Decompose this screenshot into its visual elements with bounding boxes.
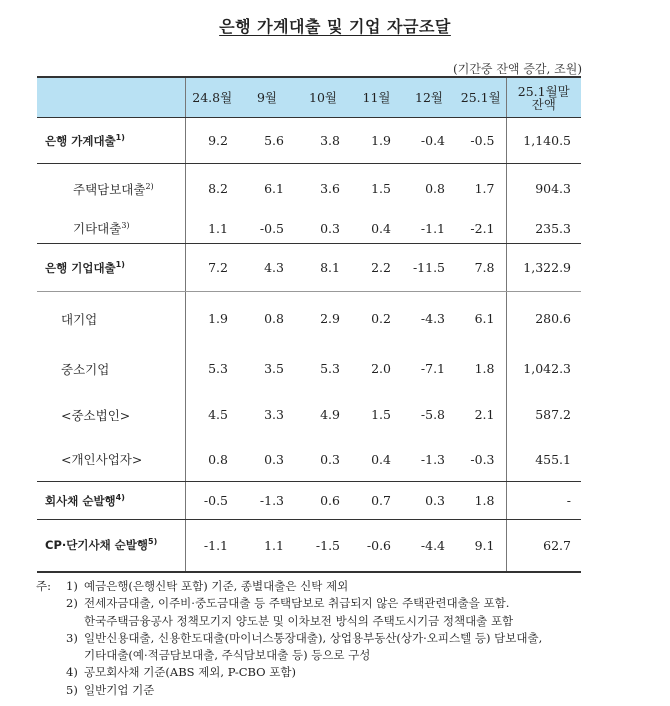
footnote-marker: 2) bbox=[145, 181, 154, 191]
balance-cell: 1,322.9 bbox=[506, 244, 581, 292]
value-cell: -1.1 bbox=[402, 214, 456, 244]
value-cell: 2.0 bbox=[371, 361, 391, 376]
value-cell: 3.8 bbox=[295, 118, 351, 164]
value-cell: -0.5 bbox=[239, 214, 295, 244]
value-cell: -1.1 bbox=[185, 520, 239, 572]
footnote-text: 한국주택금융공사 정책모기지 양도분 및 이차보전 방식의 주택도시기금 정책대출 포함 bbox=[84, 613, 514, 628]
col-header-balance-line1: 25.1월말 bbox=[517, 83, 570, 99]
row-label bbox=[37, 244, 185, 292]
footnote-marker: 4) bbox=[115, 492, 125, 502]
row-label bbox=[37, 214, 185, 244]
table-row bbox=[37, 482, 581, 520]
footnote-line bbox=[36, 595, 542, 612]
table-row bbox=[37, 520, 581, 572]
value-cell: 0.7 bbox=[351, 482, 402, 520]
row-label-text: 은행 기업대출 bbox=[45, 260, 116, 275]
value-cell: -1.3 bbox=[239, 482, 295, 520]
value-cell: 5.3 bbox=[208, 361, 228, 376]
col-header: 25.1월 bbox=[456, 77, 506, 118]
row-label bbox=[37, 118, 185, 164]
table-row bbox=[37, 118, 581, 164]
value-cell: 3.5 bbox=[264, 361, 284, 376]
value-cell: 8.1 bbox=[295, 244, 351, 292]
row-label bbox=[37, 392, 185, 438]
balance-cell: 1,140.5 bbox=[506, 118, 581, 164]
footnote-index: 3) bbox=[66, 630, 78, 645]
balance-cell: - bbox=[506, 482, 581, 520]
header-label-cell bbox=[37, 77, 185, 118]
value-cell: 0.8 bbox=[264, 311, 284, 327]
value-cell: 2.2 bbox=[351, 244, 402, 292]
value-cell: 4.3 bbox=[239, 244, 295, 292]
row-label bbox=[37, 164, 185, 214]
row-label bbox=[37, 346, 185, 392]
value-cell: 0.6 bbox=[295, 482, 351, 520]
col-header: 12월 bbox=[402, 77, 456, 118]
value-cell: 0.8 bbox=[185, 438, 239, 482]
value-cell: -0.3 bbox=[456, 438, 506, 482]
value-cell: 3.3 bbox=[264, 407, 284, 422]
footnote-marker: 1) bbox=[115, 132, 125, 142]
balance-cell: 1,042.3 bbox=[506, 346, 581, 392]
value-cell: 0.3 bbox=[295, 214, 351, 244]
value-cell: 7.2 bbox=[185, 244, 239, 292]
value-cell: -7.1 bbox=[420, 361, 445, 376]
row-label-text: CP·단기사채 순발행 bbox=[45, 538, 149, 553]
value-cell: 7.8 bbox=[456, 244, 506, 292]
value-cell: -1.3 bbox=[402, 438, 456, 482]
value-cell: 0.3 bbox=[402, 482, 456, 520]
col-header: 11월 bbox=[351, 77, 402, 118]
footnote-text: 일반신용대출, 신용한도대출(마이너스통장대출), 상업용부동산(상가·오피스텔 등) 담보대출, bbox=[84, 630, 543, 645]
value-cell: 8.2 bbox=[208, 181, 228, 197]
value-cell: -11.5 bbox=[402, 244, 456, 292]
footnote-line bbox=[36, 613, 542, 630]
value-cell: 1.5 bbox=[371, 407, 391, 422]
footnote-index: 5) bbox=[66, 682, 78, 697]
value-cell: -0.4 bbox=[402, 118, 456, 164]
value-cell: 0.2 bbox=[371, 311, 391, 327]
balance-cell: 280.6 bbox=[506, 292, 581, 346]
row-label-text: <개인사업자> bbox=[61, 452, 143, 468]
table-row bbox=[37, 244, 581, 292]
row-label-text: 주택담보대출 bbox=[73, 181, 146, 197]
value-cell: 5.3 bbox=[320, 361, 340, 376]
value-cell: 4.5 bbox=[208, 407, 228, 422]
value-cell: 5.6 bbox=[239, 118, 295, 164]
value-cell: -4.4 bbox=[402, 520, 456, 572]
value-cell: 4.9 bbox=[320, 407, 340, 422]
row-label-text: 대기업 bbox=[61, 311, 98, 327]
footnote-marker: 1) bbox=[115, 259, 125, 269]
footnote-text: 공모회사채 기준(ABS 제외, P-CBO 포함) bbox=[84, 665, 296, 680]
value-cell: -0.6 bbox=[351, 520, 402, 572]
table-row bbox=[37, 392, 581, 438]
balance-cell: 455.1 bbox=[506, 438, 581, 482]
col-header: 10월 bbox=[295, 77, 351, 118]
balance-cell: 235.3 bbox=[506, 214, 581, 244]
col-header: 9월 bbox=[239, 77, 295, 118]
value-cell: 1.5 bbox=[371, 181, 391, 197]
value-cell: -1.5 bbox=[295, 520, 351, 572]
footnote-line bbox=[36, 664, 542, 681]
row-label-text: 중소기업 bbox=[61, 361, 110, 377]
header-row bbox=[37, 77, 581, 118]
footnote-text: 예금은행(은행신탁 포함) 기준, 종별대출은 신탁 제외 bbox=[84, 579, 349, 593]
footnote-text: 기타대출(예·적금담보대출, 주식담보대출 등) 등으로 구성 bbox=[84, 648, 371, 663]
table-row bbox=[37, 292, 581, 346]
footnote-index: 1) bbox=[66, 579, 78, 593]
value-cell: 0.4 bbox=[351, 214, 402, 244]
value-cell: 9.1 bbox=[456, 520, 506, 572]
value-cell: -5.8 bbox=[420, 407, 445, 422]
value-cell: 1.9 bbox=[351, 118, 402, 164]
col-header-balance bbox=[506, 77, 581, 118]
table-row bbox=[37, 164, 581, 214]
balance-cell: 904.3 bbox=[506, 164, 581, 214]
row-label-text: 은행 가계대출 bbox=[45, 133, 116, 148]
value-cell: 1.9 bbox=[208, 311, 228, 327]
footnote-text: 일반기업 기준 bbox=[84, 682, 155, 697]
table-row bbox=[37, 438, 581, 482]
loan-table bbox=[37, 76, 581, 573]
value-cell: 6.1 bbox=[264, 181, 284, 197]
footnote-index: 2) bbox=[66, 596, 78, 611]
value-cell: 1.1 bbox=[185, 214, 239, 244]
value-cell: 9.2 bbox=[185, 118, 239, 164]
footnotes bbox=[36, 578, 542, 699]
value-cell: 2.1 bbox=[474, 407, 495, 422]
value-cell: -0.5 bbox=[185, 482, 239, 520]
footnote-index: 4) bbox=[66, 665, 78, 680]
col-header: 24.8월 bbox=[185, 77, 239, 118]
row-label bbox=[37, 520, 185, 572]
page-title: 은행 가계대출 및 기업 자금조달 bbox=[219, 17, 451, 36]
row-label bbox=[37, 292, 185, 346]
footnote-marker: 3) bbox=[121, 221, 130, 231]
row-label-text: <중소법인> bbox=[61, 407, 131, 423]
footnote-line bbox=[36, 647, 542, 664]
footnote-text: 전세자금대출, 이주비·중도금대출 등 주택담보로 취급되지 않은 주택관련대출을 포함. bbox=[84, 596, 510, 611]
footnote-prefix: 주: bbox=[36, 579, 51, 593]
value-cell: -0.5 bbox=[456, 118, 506, 164]
footnote-line bbox=[36, 630, 542, 647]
col-header-balance-line2: 잔액 bbox=[531, 96, 556, 112]
value-cell: -2.1 bbox=[456, 214, 506, 244]
value-cell: 0.3 bbox=[239, 438, 295, 482]
balance-cell: 587.2 bbox=[506, 392, 581, 438]
table-row bbox=[37, 346, 581, 392]
row-label-text: 회사채 순발행 bbox=[45, 493, 116, 508]
footnote-line bbox=[36, 682, 542, 699]
value-cell: 0.3 bbox=[295, 438, 351, 482]
footnote-line bbox=[36, 578, 542, 595]
value-cell: 1.1 bbox=[239, 520, 295, 572]
value-cell: 0.8 bbox=[425, 181, 445, 197]
balance-cell: 62.7 bbox=[506, 520, 581, 572]
value-cell: 1.7 bbox=[474, 181, 495, 197]
value-cell: 2.9 bbox=[320, 311, 340, 327]
value-cell: 1.8 bbox=[456, 482, 506, 520]
table-row bbox=[37, 214, 581, 244]
row-label bbox=[37, 438, 185, 482]
footnote-marker: 5) bbox=[148, 537, 158, 547]
value-cell: 6.1 bbox=[474, 311, 495, 327]
value-cell: -4.3 bbox=[420, 311, 445, 327]
row-label bbox=[37, 482, 185, 520]
value-cell: 3.6 bbox=[320, 181, 340, 197]
unit-label: (기간중 잔액 증감, 조원) bbox=[453, 62, 582, 76]
value-cell: 0.4 bbox=[351, 438, 402, 482]
row-label-text: 기타대출 bbox=[73, 221, 122, 237]
value-cell: 1.8 bbox=[474, 361, 495, 376]
